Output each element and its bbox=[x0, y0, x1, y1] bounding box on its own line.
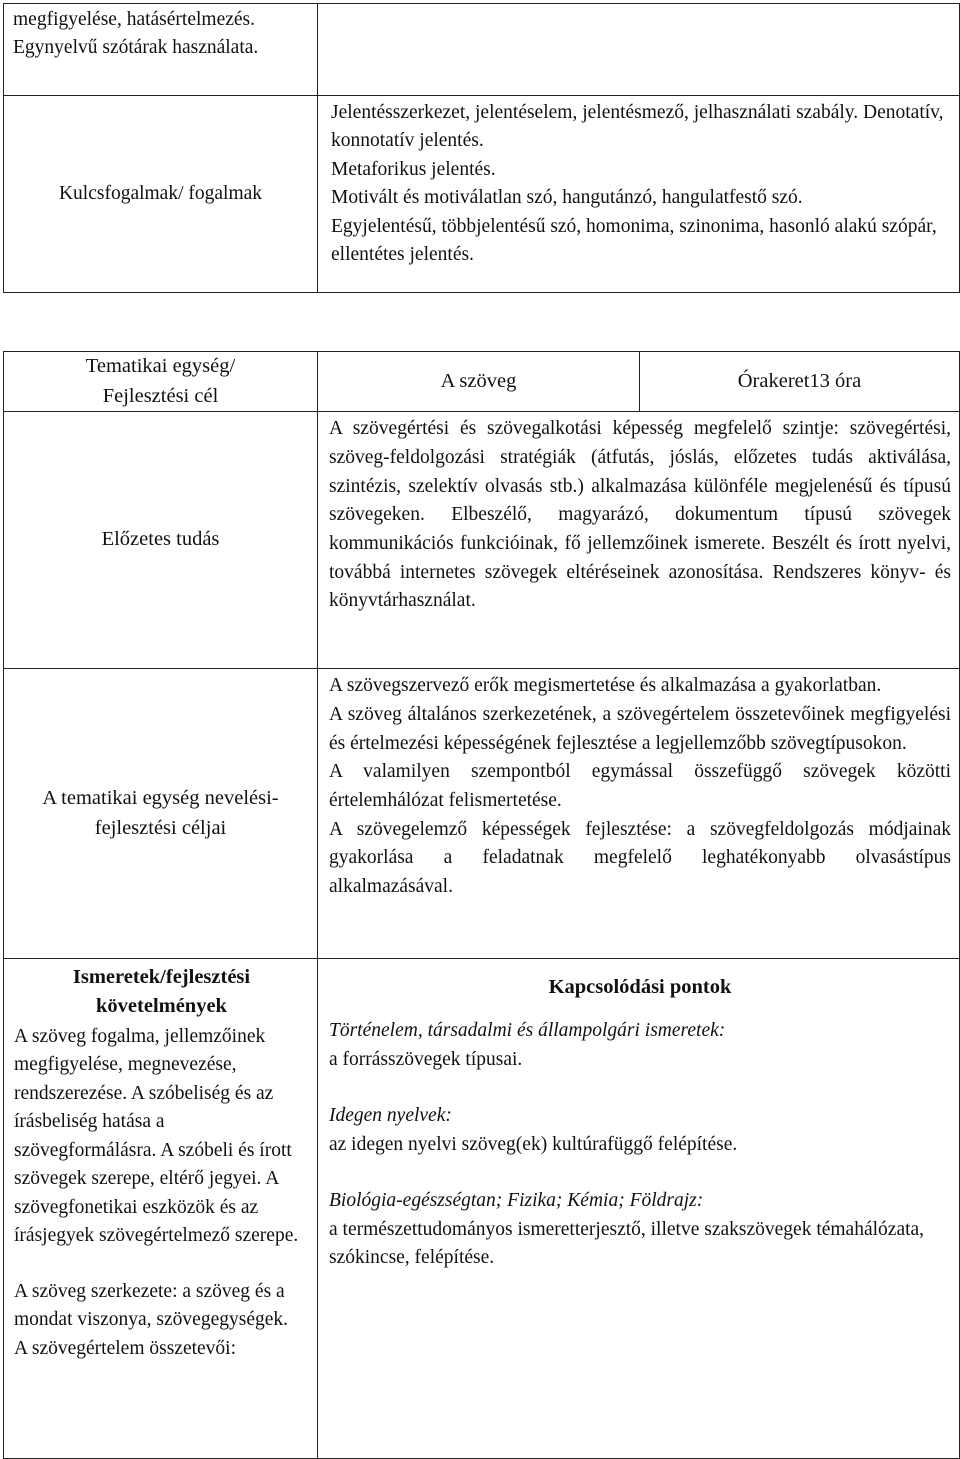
requirements-paragraph: A szövegértelem összetevői: bbox=[14, 1337, 237, 1359]
goal-paragraph: A szövegszervező erők megismertetése és alkalmazása a gyakorlatban. bbox=[329, 675, 882, 697]
requirements-paragraph: A szöveg szerkezete: a szöveg és a mondat viszonya, szövegegységek. bbox=[14, 1280, 289, 1331]
connection-subject: Biológia-egészségtan; Fizika; Kémia; Földrajz bbox=[329, 1190, 697, 1212]
goal-paragraph: A szöveg általános szerkezetének, a szövegértelem összetevőinek megfigyelési és értelmezési képességének fejlesztése a legjellemzőbb szövegtípusokon. bbox=[329, 704, 951, 754]
key-concepts-line: Metaforikus jelentés. bbox=[331, 158, 496, 180]
goals-cell bbox=[318, 669, 960, 959]
connection-subject: Történelem, társadalmi és állampolgári ismeretek bbox=[329, 1020, 719, 1042]
previous-requirements-text: megfigyelése, hatásértelmezés. Egynyelvű szótárak használata. bbox=[13, 9, 259, 59]
goal-paragraph: A szövegelemző képességek fejlesztése: a szövegfeldolgozás módjainak gyakorlása a feladatnak megfelelő leghatékonyabb olvasástípus alkalmazásával. bbox=[329, 818, 951, 898]
prior-knowledge-cell bbox=[318, 412, 960, 669]
connection-colon: : bbox=[696, 1190, 704, 1212]
prior-knowledge-label-cell bbox=[4, 412, 318, 669]
connection-item bbox=[329, 1017, 951, 1074]
thematic-unit-table bbox=[3, 351, 960, 1459]
connection-subject: Idegen nyelvek bbox=[329, 1105, 446, 1127]
thematic-unit-header: Tematikai egység/ Fejlesztési cél bbox=[85, 355, 236, 407]
empty-cell bbox=[318, 4, 960, 96]
connection-colon: : bbox=[718, 1020, 726, 1042]
key-concepts-table bbox=[3, 3, 960, 293]
connection-text: a természettudományos ismeretterjesztő, illetve szakszövegek témahálózata, szókincse, felépítése. bbox=[329, 1218, 925, 1269]
connection-colon: : bbox=[445, 1105, 452, 1127]
key-concepts-line: Egyjelentésű, többjelentésű szó, homonima, szinonima, hasonló alakú szópár, ellentétes jelentés. bbox=[331, 215, 937, 266]
goals-label-cell bbox=[4, 669, 318, 959]
prior-knowledge-label: Előzetes tudás bbox=[101, 528, 220, 551]
hours-cell bbox=[640, 352, 960, 412]
key-concepts-label-cell bbox=[4, 96, 318, 293]
connection-points-cell bbox=[318, 959, 960, 1459]
prior-knowledge-text: A szövegértési és szövegalkotási képesség megfelelő szintje: szövegértési, szöveg-feldolgozási stratégiák (átfutás, jóslás, előzetes tudás aktiválása, szintézis, szelektív olvasás stb.) alkalmazása különféle megjelenésű és típusú szövegeken. Elbeszélő, magyarázó, dokumentum típusú szövegek kommunikációs funkcióinak, fő jellemzőinek ismerete. Beszélt és írott nyelvi, továbbá internetes szövegek eltéréseinek azonosítása. Rendszeres könyv- és könyvtárhasználat. bbox=[329, 418, 951, 612]
key-concepts-line: Motivált és motiválatlan szó, hangutánzó, hangulatfestő szó. bbox=[331, 187, 803, 209]
requirements-label: Ismeretek/fejlesztési követelmények bbox=[72, 966, 251, 1018]
unit-title: A szöveg bbox=[440, 369, 517, 392]
goals-label: A tematikai egység nevelési-fejlesztési céljai bbox=[42, 787, 279, 839]
connection-points-label: Kapcsolódási pontok bbox=[548, 976, 732, 999]
key-concepts-line: Jelentésszerkezet, jelentéselem, jelentésmező, jelhasználati szabály. Denotatív, konnotatív jelentés. bbox=[331, 102, 944, 152]
unit-title-cell bbox=[318, 352, 640, 412]
key-concepts-cell bbox=[318, 96, 960, 293]
connection-text: az idegen nyelvi szöveg(ek) kultúrafüggő felépítése. bbox=[329, 1133, 738, 1155]
thematic-unit-header-cell bbox=[4, 352, 318, 412]
requirements-cell bbox=[4, 959, 318, 1459]
connection-item bbox=[329, 1102, 951, 1159]
hours-label: Órakeret13 óra bbox=[737, 369, 862, 392]
previous-requirements-cell bbox=[4, 4, 318, 96]
requirements-paragraph: A szöveg fogalma, jellemzőinek megfigyelése, megnevezése, rendszerezése. A szóbeliség és az írásbeliség hatása a szövegformálásra. A szóbeli és írott szövegek szerepe, eltérő jegyei. A szövegfonetikai eszközök és az írásjegyek szövegértelmező szerepe. bbox=[14, 1025, 299, 1247]
connection-item bbox=[329, 1187, 951, 1272]
goal-paragraph: A valamilyen szempontból egymással összefüggő szövegek közötti értelemhálózat felismertetése. bbox=[329, 761, 951, 812]
connection-text: a forrásszövegek típusai. bbox=[329, 1048, 523, 1070]
key-concepts-label: Kulcsfogalmak/ fogalmak bbox=[58, 182, 263, 204]
